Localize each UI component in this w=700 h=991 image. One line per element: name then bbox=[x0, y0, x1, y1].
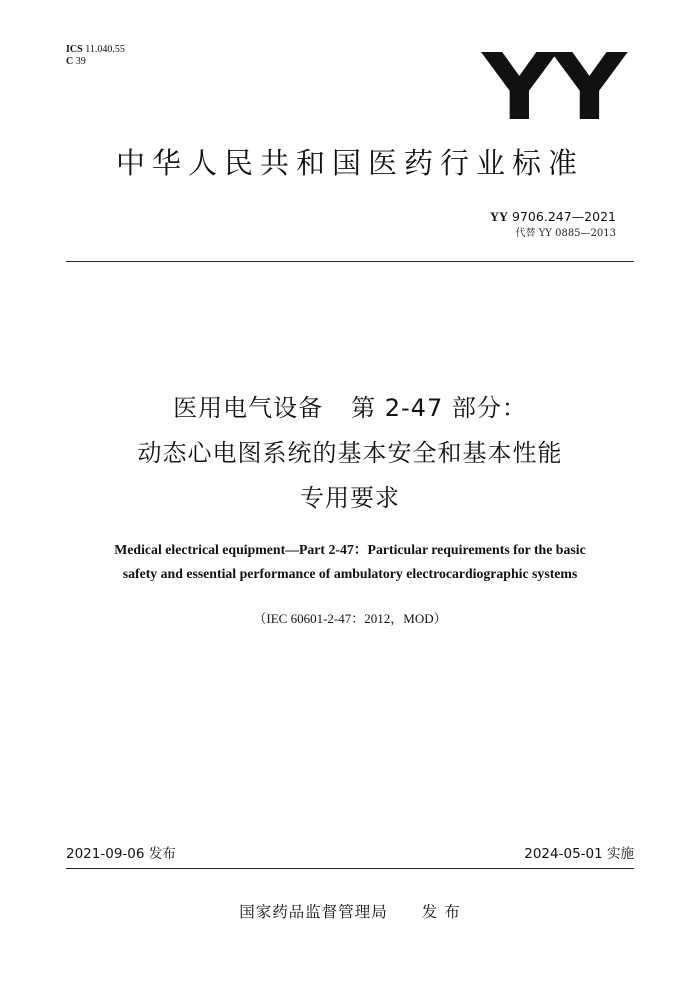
implementation-date: 2024-05-01 实施 bbox=[524, 846, 634, 862]
standard-prefix: YY bbox=[489, 210, 509, 224]
standard-number bbox=[490, 210, 616, 224]
issuer-action: 发 布 bbox=[421, 903, 461, 921]
ccs-label: C bbox=[66, 56, 74, 67]
title-cn-line1-a: 医用电气设备 bbox=[173, 394, 324, 422]
issuer bbox=[0, 901, 700, 923]
replaces-standard: 代替 YY 0885—2013 bbox=[515, 228, 616, 239]
classification-codes bbox=[66, 44, 125, 68]
title-en-line1: Medical electrical equipment—Part 2-47：Particular requirements for the basic bbox=[114, 542, 586, 557]
ics-line bbox=[66, 44, 125, 56]
ics-code: 11.040.55 bbox=[85, 44, 125, 55]
title-cn-line1-b: 第 2-47 部分： bbox=[351, 394, 527, 422]
top-divider bbox=[66, 261, 634, 262]
title-cn-line3: 专用要求 bbox=[300, 484, 400, 512]
issue-date: 2021-09-06 发布 bbox=[66, 846, 176, 862]
title-cn-line1 bbox=[0, 393, 700, 423]
title-cn-line2: 动态心电图系统的基本安全和基本性能 bbox=[137, 439, 563, 467]
yy-logo: YY bbox=[481, 34, 622, 141]
ccs-code: 39 bbox=[75, 56, 86, 67]
standard-body: 中华人民共和国医药行业标准 bbox=[115, 146, 584, 180]
title-en-line2: safety and essential performance of ambulatory electrocardiographic systems bbox=[122, 566, 578, 581]
bottom-divider bbox=[66, 868, 634, 869]
ccs-line bbox=[66, 56, 125, 68]
adoption-note: （IEC 60601-2-47：2012，MOD） bbox=[253, 611, 447, 626]
ics-label: ICS bbox=[66, 44, 83, 55]
issuer-name: 国家药品监督管理局 bbox=[239, 903, 388, 921]
standard-number-value: 9706.247—2021 bbox=[512, 209, 616, 224]
